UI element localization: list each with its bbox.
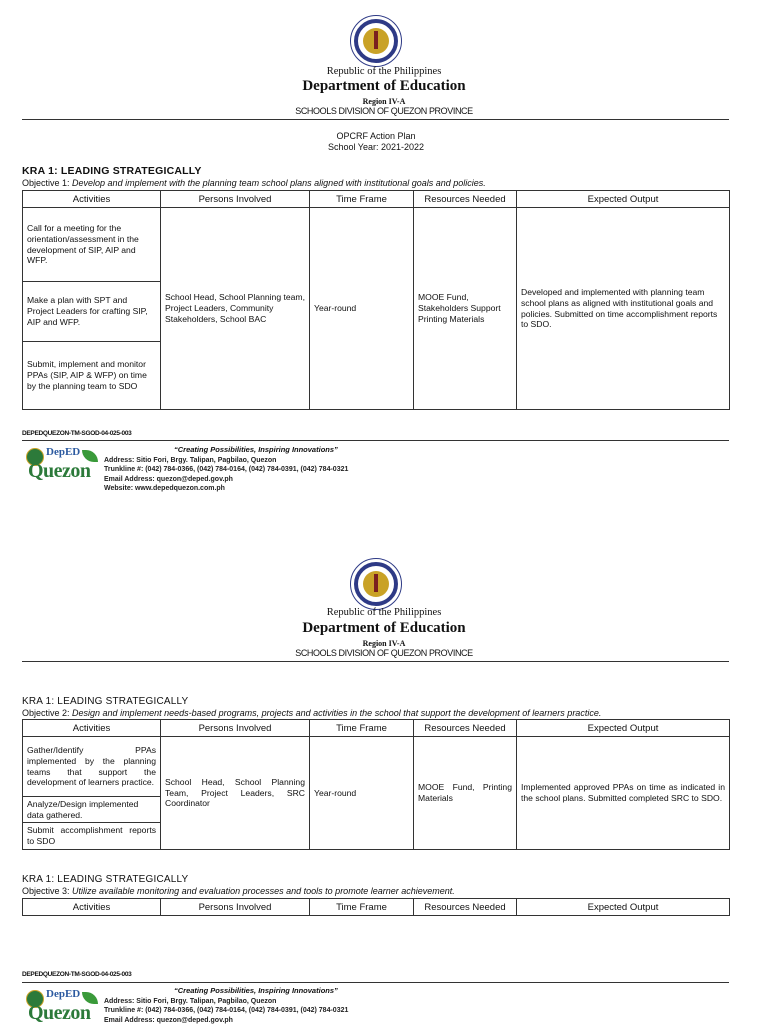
email-line: Email Address: quezon@deped.gov.ph [104, 475, 233, 483]
republic-label: Republic of the Philippines [326, 66, 442, 77]
col-expected-output: Expected Output [517, 899, 730, 916]
kra-heading: KRA 1: LEADING STRATEGICALLY [22, 696, 189, 707]
table-header-row [23, 720, 730, 737]
tagline: “Creating Possibilities, Inspiring Innovations” [174, 986, 338, 995]
header-divider [22, 661, 729, 662]
objective-2-text: Design and implement needs-based programs, projects and activities in the school that support the development of learners practice. [72, 708, 602, 718]
output-cell: Implemented approved PPAs on time as indicated in the school plans. Submitted completed SRC to SDO. [517, 737, 730, 850]
resources-cell: MOOE Fund, Printing Materials [414, 737, 517, 850]
trunkline-line: Trunkline #: (042) 784-0366, (042) 784-0164, (042) 784-0391, (042) 784-0321 [104, 1007, 349, 1015]
document-code: DEPEDQUEZON-TM-SGOD-04-025-003 [22, 971, 132, 978]
persons-cell: School Head, School Planning Team, Project Leaders, SRC Coordinator [161, 737, 310, 850]
action-plan-table-3 [22, 898, 730, 916]
col-resources: Resources Needed [414, 720, 517, 737]
col-time-frame: Time Frame [310, 191, 414, 208]
kra-heading: KRA 1: LEADING STRATEGICALLY [22, 165, 202, 177]
republic-label: Republic of the Philippines [326, 607, 442, 618]
output-cell: Developed and implemented with planning team school plans as aligned with institutional goals and policies. Submitted on time accomplishment reports to SDO. [517, 208, 730, 410]
col-resources: Resources Needed [414, 191, 517, 208]
col-time-frame: Time Frame [310, 899, 414, 916]
action-plan-table-1 [22, 190, 730, 410]
email-line: Email Address: quezon@deped.gov.ph [104, 1016, 233, 1024]
table-row [23, 208, 730, 282]
activity-cell: Call for a meeting for the orientation/assessment in the development of SIP, AIP and WFP. [23, 208, 161, 282]
footer-divider [22, 440, 729, 441]
table-row [23, 737, 730, 797]
deped-seal-icon [350, 15, 402, 67]
col-activities: Activities [23, 899, 161, 916]
table-header-row [23, 191, 730, 208]
kra-heading: KRA 1: LEADING STRATEGICALLY [22, 874, 189, 885]
contact-block [104, 997, 348, 1025]
time-frame-cell: Year-round [310, 208, 414, 410]
deped-quezon-logo: DepED Quezon [22, 446, 100, 490]
doc-title: OPCRF Action Plan [336, 131, 416, 141]
objective-3-text: Utilize available monitoring and evaluation processes and tools to promote learner achievement. [72, 886, 455, 896]
objective-1-text: Develop and implement with the planning team school plans aligned with institutional goals and policies. [72, 178, 486, 188]
time-frame-cell: Year-round [310, 737, 414, 850]
trunkline-line: Trunkline #: (042) 784-0366, (042) 784-0164, (042) 784-0391, (042) 784-0321 [104, 466, 349, 474]
address-line: Address: Sitio Fori, Brgy. Talipan, Pagbilao, Quezon [104, 457, 277, 464]
col-persons: Persons Involved [161, 899, 310, 916]
col-activities: Activities [23, 720, 161, 737]
objective-1: Objective 1: Develop and implement with the planning team school plans aligned with institutional goals and policies. [22, 178, 486, 188]
region-label: Region IV-A [362, 639, 406, 648]
col-activities: Activities [23, 191, 161, 208]
activity-cell: Analyze/Design implemented data gathered. [23, 797, 161, 823]
activity-cell: Make a plan with SPT and Project Leaders for crafting SIP, AIP and WFP. [23, 282, 161, 342]
action-plan-table-2 [22, 719, 730, 850]
footer-divider [22, 982, 729, 983]
col-persons: Persons Involved [161, 191, 310, 208]
website-line: Website: www.depedquezon.com.ph [104, 485, 225, 493]
col-time-frame: Time Frame [310, 720, 414, 737]
objective-2: Objective 2: Design and implement needs-based programs, projects and activities in the school that support the development of learners practice. [22, 708, 602, 718]
activity-cell: Submit accomplishment reports to SDO [23, 823, 161, 849]
col-expected-output: Expected Output [517, 720, 730, 737]
activity-cell: Gather/Identify PPAs implemented by the planning teams that support the development of learners practice. [23, 737, 161, 797]
col-persons: Persons Involved [161, 720, 310, 737]
document-code: DEPEDQUEZON-TM-SGOD-04-025-003 [22, 430, 132, 437]
department-title: Department of Education [302, 620, 466, 636]
department-title: Department of Education [302, 78, 466, 94]
resources-cell: MOOE Fund, Stakeholders Support Printing Materials [414, 208, 517, 410]
header-divider [22, 119, 729, 120]
division-label: SCHOOLS DIVISION OF QUEZON PROVINCE [295, 106, 473, 116]
deped-quezon-logo: DepED Quezon [22, 988, 100, 1032]
objective-3: Objective 3: Utilize available monitoring and evaluation processes and tools to promote learner achievement. [22, 886, 455, 896]
col-expected-output: Expected Output [517, 191, 730, 208]
division-label: SCHOOLS DIVISION OF QUEZON PROVINCE [295, 648, 473, 658]
school-year: School Year: 2021-2022 [327, 142, 425, 152]
table-header-row [23, 899, 730, 916]
region-label: Region IV-A [362, 97, 406, 106]
deped-seal-icon [350, 558, 402, 610]
activity-cell: Submit, implement and monitor PPAs (SIP, AIP & WFP) on time by the planning team to SDO [23, 342, 161, 410]
tagline: “Creating Possibilities, Inspiring Innovations” [174, 445, 338, 454]
address-line: Address: Sitio Fori, Brgy. Talipan, Pagbilao, Quezon [104, 998, 277, 1005]
contact-block [104, 456, 348, 494]
col-resources: Resources Needed [414, 899, 517, 916]
persons-cell: School Head, School Planning team, Project Leaders, Community Stakeholders, School BAC [161, 208, 310, 410]
